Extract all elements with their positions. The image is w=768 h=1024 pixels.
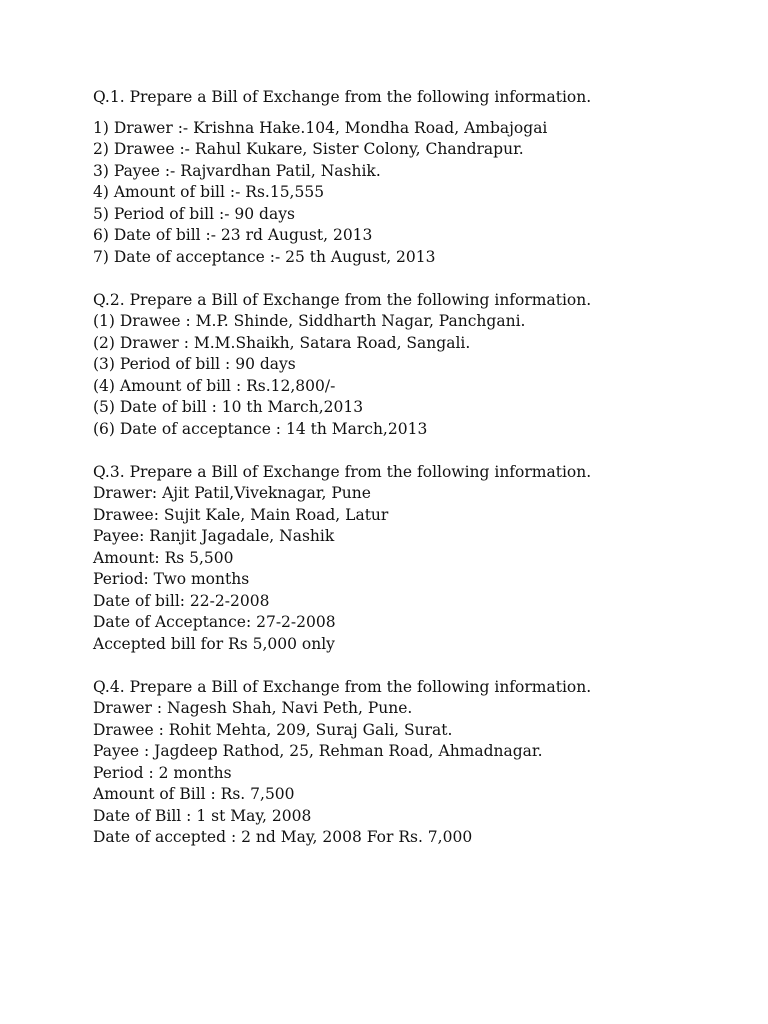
question-2-item: (1) Drawee : M.P. Shinde, Siddharth Nagar, Panchgani. xyxy=(93,312,526,330)
question-1-item: 6) Date of bill :- 23 rd August, 2013 xyxy=(93,226,373,244)
question-3-item: Date of Acceptance: 27-2-2008 xyxy=(93,613,336,631)
question-4-item: Payee : Jagdeep Rathod, 25, Rehman Road, Ahmadnagar. xyxy=(93,742,543,760)
question-4-item: Drawer : Nagesh Shah, Navi Peth, Pune. xyxy=(93,699,413,717)
question-4-title: Q.4. Prepare a Bill of Exchange from the following information. xyxy=(93,677,592,696)
question-3 xyxy=(93,462,753,656)
question-1-title: Q.1. Prepare a Bill of Exchange from the following information. xyxy=(93,88,592,106)
question-3-item: Period: Two months xyxy=(93,570,250,588)
question-2-item: (5) Date of bill : 10 th March,2013 xyxy=(93,398,364,416)
question-3-item: Drawer: Ajit Patil,Viveknagar, Pune xyxy=(93,484,371,502)
document-page xyxy=(93,87,753,870)
question-1-item: 4) Amount of bill :- Rs.15,555 xyxy=(93,183,325,201)
question-2-title: Q.2. Prepare a Bill of Exchange from the following information. xyxy=(93,290,592,309)
question-4-item: Date of accepted : 2 nd May, 2008 For Rs. 7,000 xyxy=(93,828,473,846)
question-3-item: Date of bill: 22-2-2008 xyxy=(93,591,270,610)
question-2-item: (2) Drawer : M.M.Shaikh, Satara Road, Sangali. xyxy=(93,333,471,352)
question-1-item: 2) Drawee :- Rahul Kukare, Sister Colony, Chandrapur. xyxy=(93,140,524,158)
question-3-title: Q.3. Prepare a Bill of Exchange from the following information. xyxy=(93,462,592,481)
question-1-item: 3) Payee :- Rajvardhan Patil, Nashik. xyxy=(93,161,381,180)
question-3-item: Amount: Rs 5,500 xyxy=(93,548,234,567)
question-4-item: Date of Bill : 1 st May, 2008 xyxy=(93,806,312,825)
question-4 xyxy=(93,677,753,849)
question-4-item: Amount of Bill : Rs. 7,500 xyxy=(93,785,295,803)
question-3-item: Drawee: Sujit Kale, Main Road, Latur xyxy=(93,505,389,524)
question-1-item: 7) Date of acceptance :- 25 th August, 2013 xyxy=(93,247,436,266)
question-4-item: Period : 2 months xyxy=(93,763,232,782)
question-2-item: (4) Amount of bill : Rs.12,800/- xyxy=(93,376,336,395)
question-2 xyxy=(93,290,753,441)
question-4-item: Drawee : Rohit Mehta, 209, Suraj Gali, Surat. xyxy=(93,720,453,739)
question-1-item: 5) Period of bill :- 90 days xyxy=(93,204,295,223)
question-1 xyxy=(93,87,753,268)
question-2-item: (6) Date of acceptance : 14 th March,2013 xyxy=(93,419,428,438)
question-3-item: Payee: Ranjit Jagadale, Nashik xyxy=(93,527,335,545)
question-3-item: Accepted bill for Rs 5,000 only xyxy=(93,634,335,653)
question-2-item: (3) Period of bill : 90 days xyxy=(93,355,296,373)
question-1-item: 1) Drawer :- Krishna Hake.104, Mondha Road, Ambajogai xyxy=(93,118,548,137)
